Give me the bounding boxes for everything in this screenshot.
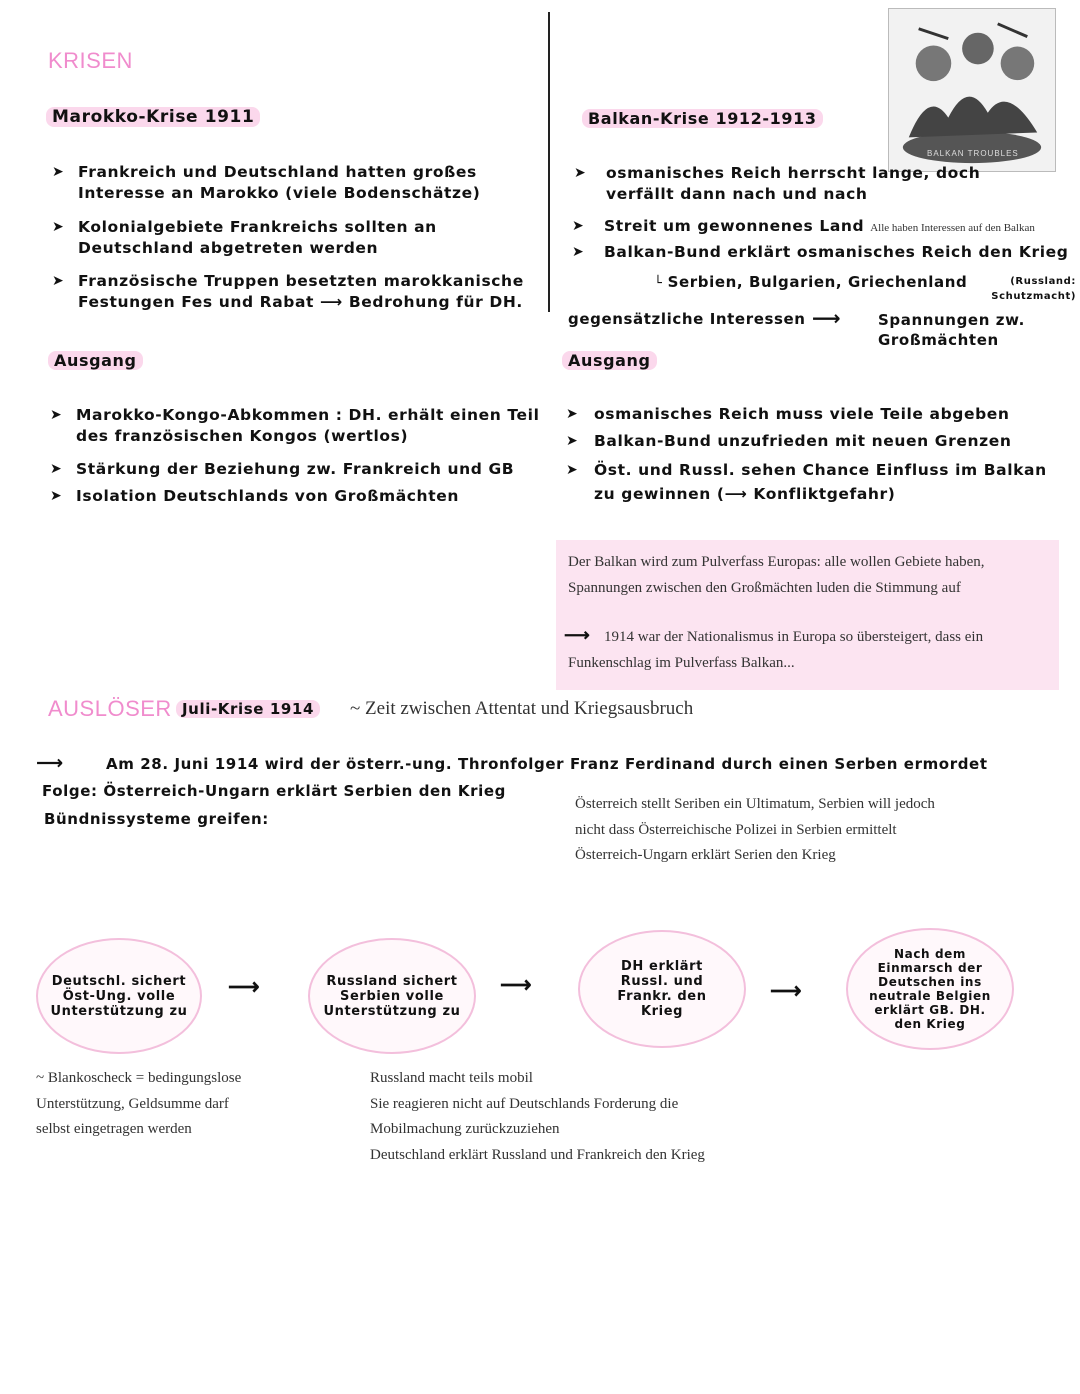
arrow-right-icon: ⟶: [564, 625, 590, 645]
arrow-bullet-icon: ➤: [572, 244, 585, 260]
arrow-bullet-icon: ➤: [566, 406, 579, 422]
balkan-troubles-image: [888, 8, 1056, 172]
arrow-right-icon: ⟶: [228, 974, 260, 999]
balkan-ausgang-label: Ausgang: [562, 351, 657, 370]
arrow-bullet-icon: ➤: [50, 461, 63, 477]
flow-circle-2: Russland sichert Serbien volle Unterstützung zu: [308, 938, 476, 1054]
interessen-right: Spannungen zw. Großmächten: [878, 311, 1025, 349]
note-russland: Russland macht teils mobil Sie reagieren nicht auf Deutschlands Forderung die Mobilmachung zurückzuziehen Deutschland erklärt Russland und Frankreich den Krieg: [370, 1070, 705, 1163]
marokko-ausgang-3: ➤ Isolation Deutschlands von Großmächten: [50, 487, 459, 505]
ausloeser-line-1: Am 28. Juni 1914 wird der österr.-ung. Thronfolger Franz Ferdinand durch einen Serben ermordet: [106, 755, 988, 773]
balkan-ausgang-1: ➤ osmanisches Reich muss viele Teile abgeben: [566, 405, 1010, 423]
balkan-bullet-2: ➤ Streit um gewonnenes Land Alle haben Interessen auf den Balkan: [572, 217, 1035, 235]
box-text-2: 1914 war der Nationalismus in Europa so übersteigert, dass ein Funkenschlag im Pulverfass Balkan...: [568, 629, 984, 671]
arrow-bullet-icon: ➤: [566, 462, 579, 478]
balkan-sub: └ Serbien, Bulgarien, Griechenland: [654, 273, 968, 291]
juli-krise-heading: Juli-Krise 1914: [176, 700, 320, 718]
flow-circle-3: DH erklärt Russl. und Frankr. den Krieg: [578, 930, 746, 1048]
balkan-sub-note: (Russland: Schutzmacht): [991, 276, 1076, 302]
note-blankoscheck: ~ Blankoscheck = bedingungslose Unterstützung, Geldsumme darf selbst eingetragen werden: [36, 1070, 242, 1137]
arrow-bullet-icon: ➤: [574, 165, 587, 181]
marokko-heading: Marokko-Krise 1911: [46, 107, 260, 127]
ausloeser-line-2: Folge: Österreich-Ungarn erklärt Serbien den Krieg: [42, 782, 506, 800]
arrow-right-icon: ⟶: [500, 972, 532, 997]
marokko-bullet-1: ➤ Frankreich und Deutschland hatten großes Interesse an Marokko (viele Bodenschätze): [52, 163, 481, 202]
flow-circle-4: Nach dem Einmarsch der Deutschen ins neutrale Belgien erklärt GB. DH. den Krieg: [846, 928, 1014, 1050]
note-right: Österreich stellt Seriben ein Ultimatum, Serbien will jedoch nicht dass Österreichische Polizei in Serbien ermittelt Österreich-Ungarn erklärt Serien den Krieg: [575, 796, 935, 863]
arrow-bullet-icon: ➤: [52, 273, 65, 289]
arrow-bullet-icon: ➤: [50, 407, 63, 423]
image-caption: BALKAN TROUBLES: [927, 149, 1019, 158]
marokko-ausgang-label: Ausgang: [48, 351, 143, 370]
juli-krise-subtitle: ~ Zeit zwischen Attentat und Kriegsausbruch: [350, 698, 694, 719]
section-title-krisen: KRISEN: [48, 48, 133, 73]
interessen-left: gegensätzliche Interessen: [568, 310, 806, 328]
balkan-bullet-2-note: Alle haben Interessen auf den Balkan: [870, 222, 1035, 234]
column-divider: [548, 12, 550, 312]
balkan-heading: Balkan-Krise 1912-1913: [582, 109, 823, 128]
arrow-bullet-icon: ➤: [566, 433, 579, 449]
cartoon-illustration: [889, 9, 1055, 171]
flow-circle-1: Deutschl. sichert Öst-Ung. volle Unterstützung zu: [36, 938, 202, 1054]
marokko-ausgang-2: ➤ Stärkung der Beziehung zw. Frankreich und GB: [50, 460, 515, 478]
arrow-right-icon: ⟶: [812, 306, 842, 330]
marokko-bullet-2: ➤ Kolonialgebiete Frankreichs sollten an Deutschland abgetreten werden: [52, 218, 437, 257]
balkan-ausgang-2: ➤ Balkan-Bund unzufrieden mit neuen Grenzen: [566, 432, 1012, 450]
arrow-bullet-icon: ➤: [50, 488, 63, 504]
balkan-bullet-3: ➤ Balkan-Bund erklärt osmanisches Reich den Krieg: [572, 243, 1069, 261]
section-title-ausloeser: AUSLÖSER: [48, 696, 172, 721]
marokko-ausgang-1: ➤ Marokko-Kongo-Abkommen : DH. erhält einen Teil des französischen Kongos (wertlos): [50, 406, 540, 445]
pulverfass-box: [556, 540, 1059, 690]
ausloeser-line-3: Bündnissysteme greifen:: [44, 810, 269, 828]
box-text-1: Der Balkan wird zum Pulverfass Europas: alle wollen Gebiete haben, Spannungen zwischen den Großmächten luden die Stimmung auf: [568, 554, 985, 596]
arrow-bullet-icon: ➤: [52, 219, 65, 235]
marokko-bullet-3: ➤ Französische Truppen besetzten marokkanische Festungen Fes und Rabat ⟶ Bedrohung für DH.: [52, 272, 524, 311]
arrow-right-icon: ⟶: [36, 752, 64, 774]
balkan-ausgang-3: ➤ Öst. und Russl. sehen Chance Einfluss im Balkan zu gewinnen (⟶ Konfliktgefahr): [566, 458, 1056, 506]
balkan-bullet-1: ➤ osmanisches Reich herrscht lange, doch verfällt dann nach und nach: [574, 164, 981, 203]
arrow-bullet-icon: ➤: [572, 218, 585, 234]
arrow-bullet-icon: ➤: [52, 164, 65, 180]
arrow-right-icon: ⟶: [770, 978, 802, 1003]
